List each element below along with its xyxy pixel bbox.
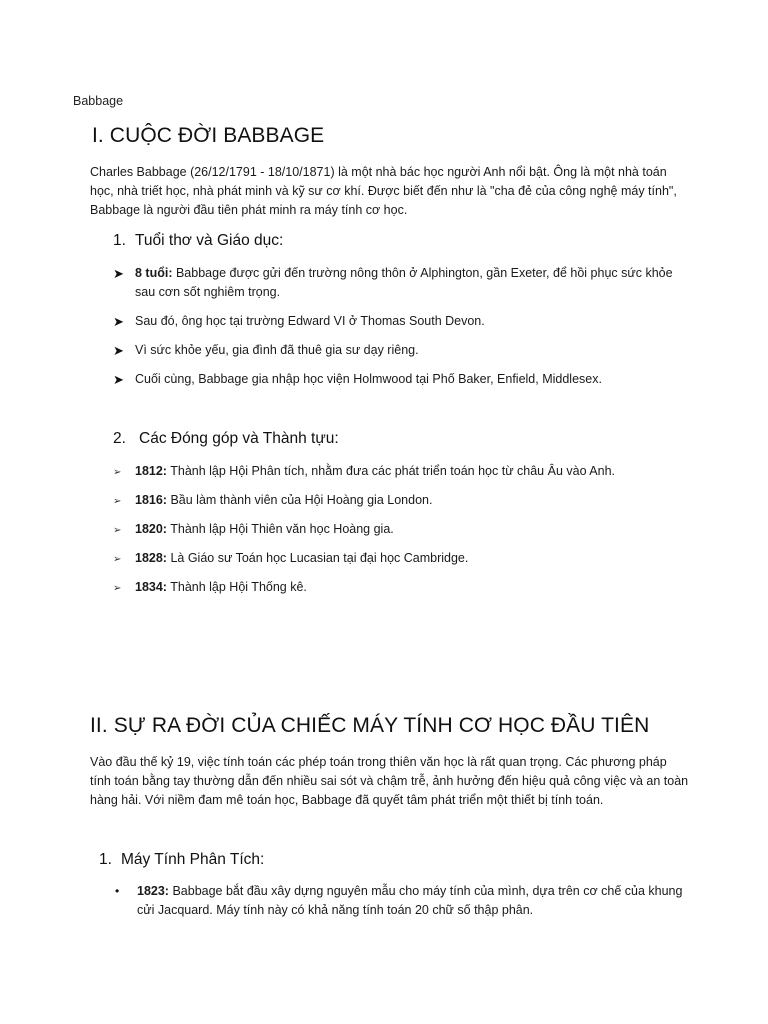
arrow-bullet-icon: ➤ xyxy=(113,314,124,329)
list-item-bold: 1834: xyxy=(135,580,167,594)
subsection-number: 1. xyxy=(113,232,126,249)
arrow-bullet-icon: ➢ xyxy=(113,554,122,565)
list-item-text: Bầu làm thành viên của Hội Hoàng gia London. xyxy=(166,493,433,507)
list-item-text: Babbage được gửi đến trường nông thôn ở Alphington, gần Exeter, để hồi phục sức khỏe sau cơn sốt nghiêm trọng. xyxy=(135,266,673,299)
list-item-bold: 1823: xyxy=(137,884,169,898)
list-item-text: Sau đó, ông học tại trường Edward VI ở Thomas South Devon. xyxy=(135,314,485,328)
section-2-intro: Vào đầu thế kỷ 19, việc tính toán các phép toán trong thiên văn học là rất quan trọng. Các phương pháp tính toán bằng tay thường dẫn đến nhiều sai sót và chậm trễ, ảnh hưởng đến hiệu quả công việc và an toàn hàng hải. Với niềm đam mê toán học, Babbage đã quyết tâm phát triển một thiết bị tính toán. xyxy=(90,755,689,807)
list-item xyxy=(113,520,693,540)
section-2-heading: II. SỰ RA ĐỜI CỦA CHIẾC MÁY TÍNH CƠ HỌC ĐẦU TIÊN xyxy=(90,714,650,737)
list-item xyxy=(113,462,693,482)
list-item-text: Vì sức khỏe yếu, gia đình đã thuê gia sư dạy riêng. xyxy=(135,343,419,357)
list-item-text: Babbage bắt đầu xây dựng nguyên mẫu cho máy tính của mình, dựa trên cơ chế của khung cửi Jacquard. Máy tính này có khả năng tính toán 20 chữ số thập phân. xyxy=(137,884,683,917)
subsection-number: 2. xyxy=(113,430,126,447)
list-item-text: Thành lập Hội Thống kê. xyxy=(166,580,307,594)
list-item xyxy=(113,264,693,302)
list-item xyxy=(113,312,693,331)
list-item-bold: 1828: xyxy=(135,551,167,565)
section-1-heading: I. CUỘC ĐỜI BABBAGE xyxy=(92,124,325,147)
arrow-bullet-icon: ➢ xyxy=(113,496,122,507)
list-item xyxy=(113,578,693,598)
document-label: Babbage xyxy=(73,94,124,108)
subsection-title: Tuổi thơ và Giáo dục: xyxy=(135,232,284,249)
subsection-2-1-heading xyxy=(99,851,264,869)
list-item-text: Là Giáo sư Toán học Lucasian tại đại học Cambridge. xyxy=(166,551,469,565)
list-item-bold: 8 tuổi: xyxy=(135,266,173,280)
section-1-intro: Charles Babbage (26/12/1791 - 18/10/1871) là một nhà bác học người Anh nổi bật. Ông là một nhà toán học, nhà triết học, nhà phát minh và kỹ sư cơ khí. Được biết đến như là "cha đẻ của công nghệ máy tính", Babbage là người đầu tiên phát minh ra máy tính cơ học. xyxy=(90,165,677,217)
list-item-bold: 1816: xyxy=(135,493,167,507)
bullet-dot-icon: • xyxy=(115,884,120,898)
arrow-bullet-icon: ➤ xyxy=(113,372,124,387)
subsection-title: Các Đóng góp và Thành tựu: xyxy=(139,430,339,447)
list-item xyxy=(113,882,693,920)
list-item-bold: 1820: xyxy=(135,522,167,536)
list-item xyxy=(113,341,693,360)
arrow-bullet-icon: ➤ xyxy=(113,343,124,358)
arrow-bullet-icon: ➢ xyxy=(113,467,122,478)
subsection-1-1-heading xyxy=(113,232,283,250)
list-item xyxy=(113,549,693,569)
list-item-text: Thành lập Hội Phân tích, nhằm đưa các phát triển toán học từ châu Âu vào Anh. xyxy=(166,464,616,478)
list-item xyxy=(113,491,693,511)
subsection-number: 1. xyxy=(99,851,112,868)
arrow-bullet-icon: ➤ xyxy=(113,266,124,281)
list-item-bold: 1812: xyxy=(135,464,167,478)
subsection-title: Máy Tính Phân Tích: xyxy=(121,851,265,868)
list-item xyxy=(113,370,693,389)
arrow-bullet-icon: ➢ xyxy=(113,525,122,536)
subsection-1-2-heading xyxy=(113,430,339,448)
list-item-text: Cuối cùng, Babbage gia nhập học viện Holmwood tại Phố Baker, Enfield, Middlesex. xyxy=(135,372,602,386)
arrow-bullet-icon: ➢ xyxy=(113,583,122,594)
list-item-text: Thành lập Hội Thiên văn học Hoàng gia. xyxy=(166,522,394,536)
